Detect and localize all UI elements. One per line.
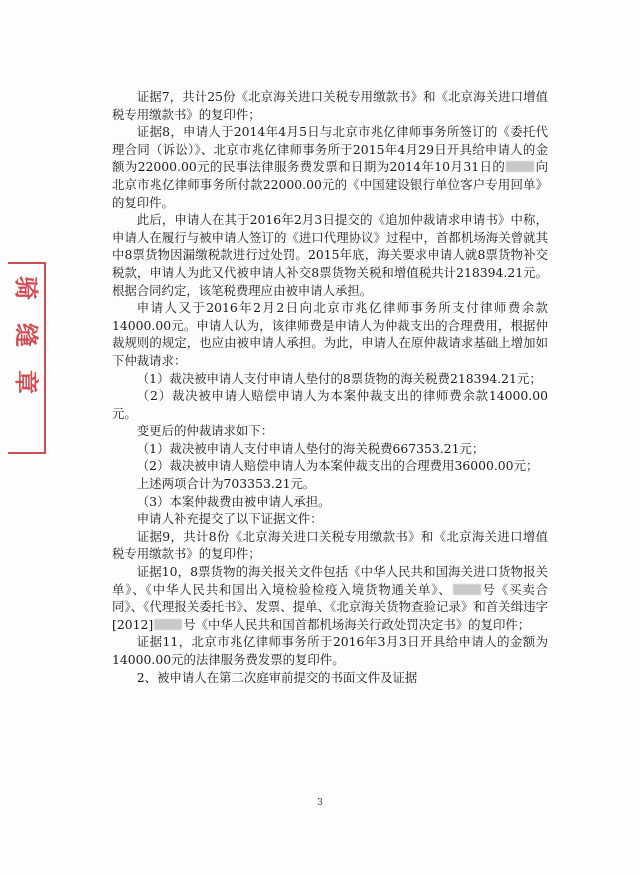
paragraph-supplementary-evidence: 申请人补充提交了以下证据文件： xyxy=(136,511,323,527)
stamp-char: 章 xyxy=(12,369,41,394)
evidence-8-part-1: 证据8，申请人于2014年4月5日与北京市兆亿律师事务所签订的《委托代理合同（诉讼）》、北京市兆亿律师事务所于2015年4月29日开具给申请人的金额为22000.00元的民事法律服务费发票和日期为2014年10月31日的 xyxy=(112,124,548,175)
paragraph-total: 上述两项合计为703353.21元。 xyxy=(136,476,316,492)
evidence-8-part-2: 向北京市兆亿律师事务所付款22000.00元的《中国建设银行单位客户专用回单》的复印件。 xyxy=(112,159,548,210)
paragraph-evidence-11: 证据11，北京市兆亿律师事务所于2016年3月3日开具给申请人的金额为14000.00元的法律服务费发票的复印件。 xyxy=(112,634,548,667)
evidence-10-part-3: 号《中华人民共和国首都机场海关行政处罚决定书》的复印件； xyxy=(183,616,531,632)
request-item-1: （1）裁决被申请人支付申请人垫付的8票货物的海关税费218394.21元； xyxy=(136,370,542,386)
evidence-10-part-2: 号《买卖合同》、《代理报关委托书》、发票、提单、《北京海关货物查验记录》和首关缉违字[2012] xyxy=(112,581,548,632)
paragraph-additional-claim: 此后，申请人在其于2016年2月3日提交的《追加仲裁请求申请书》中称，申请人在履行与被申请人签订的《进口代理协议》过程中，首都机场海关曾就其中8票货物因漏缴税款进行过处罚。2015年底，海关要求申请人就8票货物补交税款，申请人为此又代被申请人补交8票货物关税和增值税共计218394.21元。根据合同约定，该笔税费理应由被申请人承担。 xyxy=(112,212,548,298)
document-body xyxy=(112,88,548,686)
seam-seal-stamp xyxy=(8,262,46,454)
paragraph-lawyer-fee: 申请人又于2016年2月2日向北京市兆亿律师事务所支付律师费余款14000.00元。申请人认为，该律师费是申请人为仲裁支出的合理费用，根据仲裁规则的规定，也应由被申请人承担。为此，申请人在原仲裁请求基础上增加如下仲裁请求： xyxy=(112,300,548,368)
stamp-char xyxy=(14,417,38,441)
section-heading-respondent-documents: 2、被申请人在第二次庭审前提交的书面文件及证据 xyxy=(136,669,418,685)
evidence-10-part-1: 证据10，8票货物的海关报关文件包括《中华人民共和国海关进口货物报关单》、《中华人民共和国出入境检验检疫入境货物通关单》、 xyxy=(112,564,548,597)
request-item-2: （2）裁决被申请人赔偿申请人为本案仲裁支出的律师费余款14000.00元。 xyxy=(112,388,548,421)
stamp-char: 缝 xyxy=(12,322,41,347)
paragraph-evidence-9: 证据9，共计8份《北京海关进口关税专用缴款书》和《北京海关进口增值税专用缴款书》的复印件； xyxy=(112,528,548,562)
stamp-char: 骑 xyxy=(12,275,41,300)
changed-request-2: （2）裁决被申请人赔偿申请人为本案仲裁支出的合理费用36000.00元； xyxy=(136,458,539,474)
paragraph-evidence-10 xyxy=(112,563,548,633)
redaction-block xyxy=(154,619,182,630)
page-number: 3 xyxy=(317,798,323,808)
paragraph-evidence-7: 证据7，共计25份《北京海关进口关税专用缴款书》和《北京海关进口增值税专用缴款书》的复印件； xyxy=(112,89,548,122)
changed-request-3: （3）本案仲裁费由被申请人承担。 xyxy=(136,493,331,509)
paragraph-changed-requests: 变更后的仲裁请求如下： xyxy=(136,423,274,439)
redaction-block xyxy=(506,161,534,172)
paragraph-evidence-8 xyxy=(112,123,548,211)
redaction-block xyxy=(453,584,481,595)
changed-request-1: （1）裁决被申请人支付申请人垫付的海关税费667353.21元； xyxy=(136,440,485,456)
